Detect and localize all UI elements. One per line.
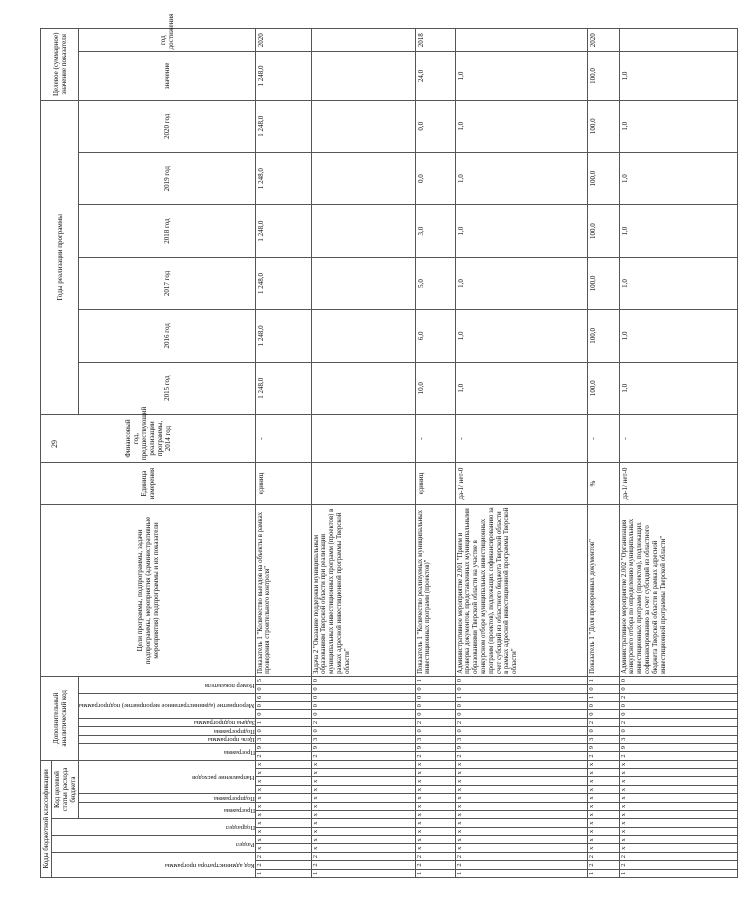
year-value-cell: 1,0	[455, 205, 587, 257]
code-digit-cell: 1	[415, 676, 455, 684]
code-digit-cell: 0	[255, 727, 311, 735]
code-digit-cell: 0	[619, 710, 737, 718]
year-value-cell: 100,0	[587, 152, 619, 204]
code-digit-cell: 1	[255, 718, 311, 726]
code-digit-cell: х	[455, 819, 587, 827]
code-digit-cell: 0	[311, 702, 415, 710]
code-digit-cell: 1	[587, 676, 619, 684]
code-digit-cell: х	[455, 811, 587, 819]
target-value-cell: 24,0	[415, 52, 455, 100]
table-row	[311, 29, 415, 878]
code-digit-cell: х	[415, 836, 455, 844]
a-cel-header: Цель программы	[79, 735, 255, 743]
code-digit-cell: х	[455, 802, 587, 810]
code-digit-cell: х	[311, 827, 415, 835]
code-digit-cell: х	[415, 760, 455, 768]
target-year-header: год достижения	[79, 29, 255, 52]
year-value-cell: 1,0	[619, 310, 737, 362]
code-digit-cell: 2	[455, 718, 587, 726]
year-value-cell: 1,0	[619, 205, 737, 257]
code-digit-cell: х	[455, 836, 587, 844]
a-nomer-header: Номер показателя	[79, 676, 255, 693]
year-value-cell: 100,0	[587, 362, 619, 414]
year-value-cell: 6,0	[415, 310, 455, 362]
napravlenie-header: Направление расходов	[79, 760, 255, 794]
target-value-cell: 100,0	[587, 52, 619, 100]
table-row	[455, 29, 587, 878]
code-digit-cell: 0	[587, 685, 619, 693]
code-digit-cell: х	[311, 819, 415, 827]
goal-text-cell: Показатель 1 "Количество реализуемых муниципальных инвестиционных программ (проектов)"	[415, 505, 455, 677]
year-value-cell: 1,0	[619, 257, 737, 309]
code-digit-cell: 2	[587, 852, 619, 860]
goal-text-cell: Показатель 1 "Количество выездов на объекты в рамках проведения строительного контроля"	[255, 505, 311, 677]
target-year-cell	[619, 29, 737, 52]
year-value-cell: 1 248,0	[255, 310, 311, 362]
code-digit-cell: 2	[619, 861, 737, 869]
code-digit-cell: 2	[415, 852, 455, 860]
target-value-cell: 1 248,0	[255, 52, 311, 100]
code-digit-cell: 2	[455, 752, 587, 760]
code-digit-cell: х	[311, 844, 415, 852]
year-value-cell: 1,0	[455, 100, 587, 152]
code-digit-cell: х	[415, 785, 455, 793]
code-digit-cell: 2	[255, 861, 311, 869]
code-digit-cell: х	[455, 760, 587, 768]
year-value-cell: 1 248,0	[255, 362, 311, 414]
code-digit-cell: х	[415, 811, 455, 819]
code-digit-cell: х	[455, 794, 587, 802]
code-digit-cell: х	[311, 802, 415, 810]
code-digit-cell: х	[619, 760, 737, 768]
code-digit-cell: х	[587, 794, 619, 802]
code-digit-cell: 0	[455, 702, 587, 710]
code-digit-cell: 0	[311, 685, 415, 693]
code-digit-cell: 9	[587, 743, 619, 751]
code-digit-cell: х	[255, 819, 311, 827]
target-header: Целевое (суммарное) значение показателя	[41, 29, 79, 101]
target-year-cell: 2020	[255, 29, 311, 52]
code-digit-cell: 2	[415, 861, 455, 869]
code-digit-cell: 2	[587, 718, 619, 726]
code-digit-cell: 1	[455, 693, 587, 701]
year-value-cell: 0,0	[415, 152, 455, 204]
goal-text-cell: Задача 2 "Оказание поддержки муниципальным образованиям Тверской области при реализации муниципальных инвестиционных программ (проектов) в рамках адресной инвестиционной программы Тверской области"	[311, 505, 415, 677]
code-digit-cell: х	[619, 836, 737, 844]
year-value-cell: 1 248,0	[255, 100, 311, 152]
unit-cell: единиц	[415, 463, 455, 505]
year-value-cell: 100,0	[587, 100, 619, 152]
target-value-cell: 1,0	[619, 52, 737, 100]
code-digit-cell: х	[311, 836, 415, 844]
year-value-cell: 1 248,0	[255, 205, 311, 257]
code-digit-cell: х	[455, 785, 587, 793]
code-digit-cell: 0	[587, 710, 619, 718]
year-value-cell: 1 248,0	[255, 257, 311, 309]
code-digit-cell: 0	[415, 685, 455, 693]
a-meropriyatie-header: Мероприятие (административное мероприятие) подпрограммы	[79, 693, 255, 718]
code-digit-cell: х	[311, 794, 415, 802]
code-digit-cell: 1	[455, 869, 587, 877]
code-digit-cell: х	[619, 785, 737, 793]
code-digit-cell: 0	[619, 727, 737, 735]
code-digit-cell: 2	[619, 752, 737, 760]
table-body	[255, 29, 737, 878]
code-digit-cell: х	[619, 844, 737, 852]
code-digit-cell: 0	[255, 702, 311, 710]
code-digit-cell: 3	[619, 735, 737, 743]
code-digit-cell: 2	[587, 752, 619, 760]
year-header: 2015 год	[79, 362, 255, 414]
code-digit-cell: х	[415, 827, 455, 835]
code-digit-cell: х	[455, 769, 587, 777]
target-value-header: значение	[79, 52, 255, 100]
code-digit-cell: 2	[311, 752, 415, 760]
unit-cell: %	[587, 463, 619, 505]
code-digit-cell: х	[311, 760, 415, 768]
year-value-cell	[311, 100, 415, 152]
code-digit-cell: 0	[619, 676, 737, 684]
year-value-cell	[311, 257, 415, 309]
year-header: 2020 год	[79, 100, 255, 152]
unit-cell	[311, 463, 415, 505]
fin-year-cell: -	[455, 414, 587, 462]
code-digit-cell: 3	[587, 735, 619, 743]
year-value-cell: 1,0	[619, 362, 737, 414]
code-digit-cell: 2	[415, 752, 455, 760]
fin-year-cell: -	[255, 414, 311, 462]
code-digit-cell: 0	[455, 727, 587, 735]
code-digit-cell: х	[255, 844, 311, 852]
year-value-cell: 1,0	[455, 310, 587, 362]
code-digit-cell: 0	[311, 727, 415, 735]
admin-code-header: Код администратора программы	[52, 852, 256, 877]
goal-text-cell: Показатель 1 "Доля проверенных документов"	[587, 505, 619, 677]
code-digit-cell: х	[619, 777, 737, 785]
code-digit-cell: 2	[415, 718, 455, 726]
code-digit-cell: х	[255, 760, 311, 768]
years-header: Годы реализации программы	[41, 100, 79, 414]
code-digit-cell: 5	[255, 676, 311, 684]
code-digit-cell: х	[619, 827, 737, 835]
programma-header: Программа	[79, 802, 255, 819]
year-value-cell	[311, 362, 415, 414]
year-value-cell: 1,0	[455, 152, 587, 204]
code-digit-cell: х	[619, 819, 737, 827]
code-digit-cell: х	[455, 844, 587, 852]
code-digit-cell: 1	[415, 869, 455, 877]
code-digit-cell: х	[311, 777, 415, 785]
year-value-cell: 1 248,0	[255, 152, 311, 204]
code-digit-cell: 0	[311, 693, 415, 701]
code-digit-cell: 2	[455, 852, 587, 860]
page-number: 29	[50, 440, 59, 448]
code-digit-cell: 3	[255, 735, 311, 743]
code-digit-cell: х	[587, 769, 619, 777]
code-digit-cell: х	[415, 844, 455, 852]
code-digit-cell: х	[255, 811, 311, 819]
code-digit-cell: 9	[619, 743, 737, 751]
code-digit-cell: х	[587, 836, 619, 844]
code-digit-cell: 9	[415, 743, 455, 751]
code-digit-cell: 9	[255, 743, 311, 751]
target-year-cell: 2020	[587, 29, 619, 52]
code-digit-cell: 9	[455, 743, 587, 751]
indicators-table	[40, 13, 738, 878]
code-digit-cell: 1	[587, 869, 619, 877]
code-digit-cell: х	[455, 827, 587, 835]
year-value-cell: 10,0	[415, 362, 455, 414]
code-digit-cell: 0	[415, 710, 455, 718]
year-value-cell: 100,0	[587, 310, 619, 362]
fin-year-cell: -	[619, 414, 737, 462]
add-code-header: Дополнительный аналитический код	[41, 676, 79, 760]
code-digit-cell: 2	[587, 861, 619, 869]
kcs-header: Код целевой статьи расхода бюджета	[52, 760, 79, 819]
target-value-cell: 1,0	[455, 52, 587, 100]
code-digit-cell: 1	[619, 869, 737, 877]
year-header: 2017 год	[79, 257, 255, 309]
target-year-cell	[311, 29, 415, 52]
a-podprogramma-header: Подпрограмма	[79, 727, 255, 735]
code-digit-cell: 0	[619, 702, 737, 710]
year-header: 2019 год	[79, 152, 255, 204]
code-digit-cell: 2	[255, 752, 311, 760]
code-digit-cell: 1	[255, 869, 311, 877]
a-zadacha-header: Задача подпрограммы	[79, 718, 255, 726]
fin-year-cell	[311, 414, 415, 462]
goal-text-cell: Административное мероприятие 2.002 "Организация конкурсного отбора по определению муниципальных инвестиционных программ (проектов), подлежащих софинансированию за счет субсидий из областного бюджета Тверской области в рамках адресной инвестиционной программы Тверской области"	[619, 505, 737, 677]
table-row	[255, 29, 311, 878]
year-value-cell	[311, 205, 415, 257]
unit-cell: единиц	[255, 463, 311, 505]
fin-year-header: Финансовый год, предшествующий реализации программы, 2014 год	[41, 414, 256, 462]
code-digit-cell: 0	[255, 685, 311, 693]
code-digit-cell: х	[455, 777, 587, 785]
code-digit-cell: 6	[255, 693, 311, 701]
code-digit-cell: 0	[587, 727, 619, 735]
code-digit-cell: 0	[415, 693, 455, 701]
code-digit-cell: х	[415, 819, 455, 827]
year-value-cell: 5,0	[415, 257, 455, 309]
code-digit-cell: 0	[455, 710, 587, 718]
code-digit-cell: 2	[619, 852, 737, 860]
code-digit-cell: 1	[311, 869, 415, 877]
rotated-table-sheet	[40, 13, 667, 878]
code-digit-cell: х	[255, 794, 311, 802]
year-value-cell	[311, 310, 415, 362]
goal-text-cell: Административное мероприятие 2.001 "Прием и проверка документов, представленных муниципальными образованиями Тверской области на участие в конкурсном отборе муниципальных инвестиционных программ (проектов), подлежащих софинансированию за счет субсидий из областного бюджета Тверской области в рамках адресной инвестиционной программы Тверской области"	[455, 505, 587, 677]
razdel-header: Раздел	[52, 836, 256, 853]
year-value-cell: 0,0	[415, 100, 455, 152]
code-digit-cell: х	[619, 802, 737, 810]
code-digit-cell: 0	[619, 685, 737, 693]
code-digit-cell: 0	[455, 676, 587, 684]
code-digit-cell: х	[415, 794, 455, 802]
code-digit-cell: х	[619, 811, 737, 819]
code-digit-cell: х	[587, 785, 619, 793]
code-digit-cell: х	[255, 769, 311, 777]
code-digit-cell: 2	[619, 718, 737, 726]
target-value-cell	[311, 52, 415, 100]
unit-cell: да-1/ нет-0	[619, 463, 737, 505]
code-digit-cell: х	[311, 811, 415, 819]
code-digit-cell: х	[255, 777, 311, 785]
code-digit-cell: 2	[311, 861, 415, 869]
code-digit-cell: 0	[587, 702, 619, 710]
code-digit-cell: 2	[311, 718, 415, 726]
code-digit-cell: х	[587, 819, 619, 827]
unit-header: Единица измерения	[41, 463, 256, 505]
year-value-cell: 100,0	[587, 205, 619, 257]
year-value-cell	[311, 152, 415, 204]
code-digit-cell: 3	[415, 735, 455, 743]
fin-year-cell: -	[587, 414, 619, 462]
code-digit-cell: х	[587, 844, 619, 852]
code-digit-cell: х	[619, 769, 737, 777]
code-digit-cell: х	[415, 777, 455, 785]
code-digit-cell: 1	[587, 693, 619, 701]
code-digit-cell: х	[587, 827, 619, 835]
code-digit-cell: х	[587, 760, 619, 768]
year-header: 2016 год	[79, 310, 255, 362]
podprogramma-header: Подпрограмма	[79, 794, 255, 802]
code-digit-cell: 0	[415, 702, 455, 710]
year-value-cell: 1,0	[619, 100, 737, 152]
code-digit-cell: 0	[415, 727, 455, 735]
code-digit-cell: 0	[455, 685, 587, 693]
code-digit-cell: х	[619, 794, 737, 802]
code-digit-cell: 2	[255, 852, 311, 860]
code-digit-cell: х	[415, 769, 455, 777]
year-value-cell: 1,0	[619, 152, 737, 204]
code-digit-cell: х	[587, 811, 619, 819]
table-row	[587, 29, 619, 878]
target-year-cell: 2018	[415, 29, 455, 52]
code-digit-cell: х	[587, 802, 619, 810]
year-value-cell: 1,0	[455, 362, 587, 414]
code-digit-cell: 0	[311, 676, 415, 684]
table-row	[415, 29, 455, 878]
code-digit-cell: 2	[311, 852, 415, 860]
code-digit-cell: 0	[255, 710, 311, 718]
code-digit-cell: х	[415, 802, 455, 810]
goals-header: Цели программы, подпрограммы, задачи подпрограммы, мероприятия (административные мероприятия) подпрограммы и их показатели	[41, 505, 256, 677]
a-programma-header: Программа	[79, 743, 255, 760]
year-value-cell: 100,0	[587, 257, 619, 309]
budget-class-header: Коды бюджетной классификации	[41, 760, 52, 877]
code-digit-cell: х	[255, 836, 311, 844]
year-value-cell: 1,0	[455, 257, 587, 309]
code-digit-cell: х	[311, 785, 415, 793]
unit-cell: да-1/ нет-0	[455, 463, 587, 505]
code-digit-cell: х	[587, 777, 619, 785]
code-digit-cell: 0	[311, 710, 415, 718]
code-digit-cell: 3	[311, 735, 415, 743]
year-value-cell: 3,0	[415, 205, 455, 257]
podrazdel-header: Подраздел	[52, 819, 256, 836]
code-digit-cell: х	[255, 802, 311, 810]
target-year-cell	[455, 29, 587, 52]
code-digit-cell: 2	[455, 861, 587, 869]
code-digit-cell: х	[255, 785, 311, 793]
fin-year-cell: -	[415, 414, 455, 462]
code-digit-cell: х	[255, 827, 311, 835]
code-digit-cell: 3	[455, 735, 587, 743]
code-digit-cell: 2	[619, 693, 737, 701]
table-row	[619, 29, 737, 878]
year-header: 2018 год	[79, 205, 255, 257]
code-digit-cell: 9	[311, 743, 415, 751]
code-digit-cell: х	[311, 769, 415, 777]
